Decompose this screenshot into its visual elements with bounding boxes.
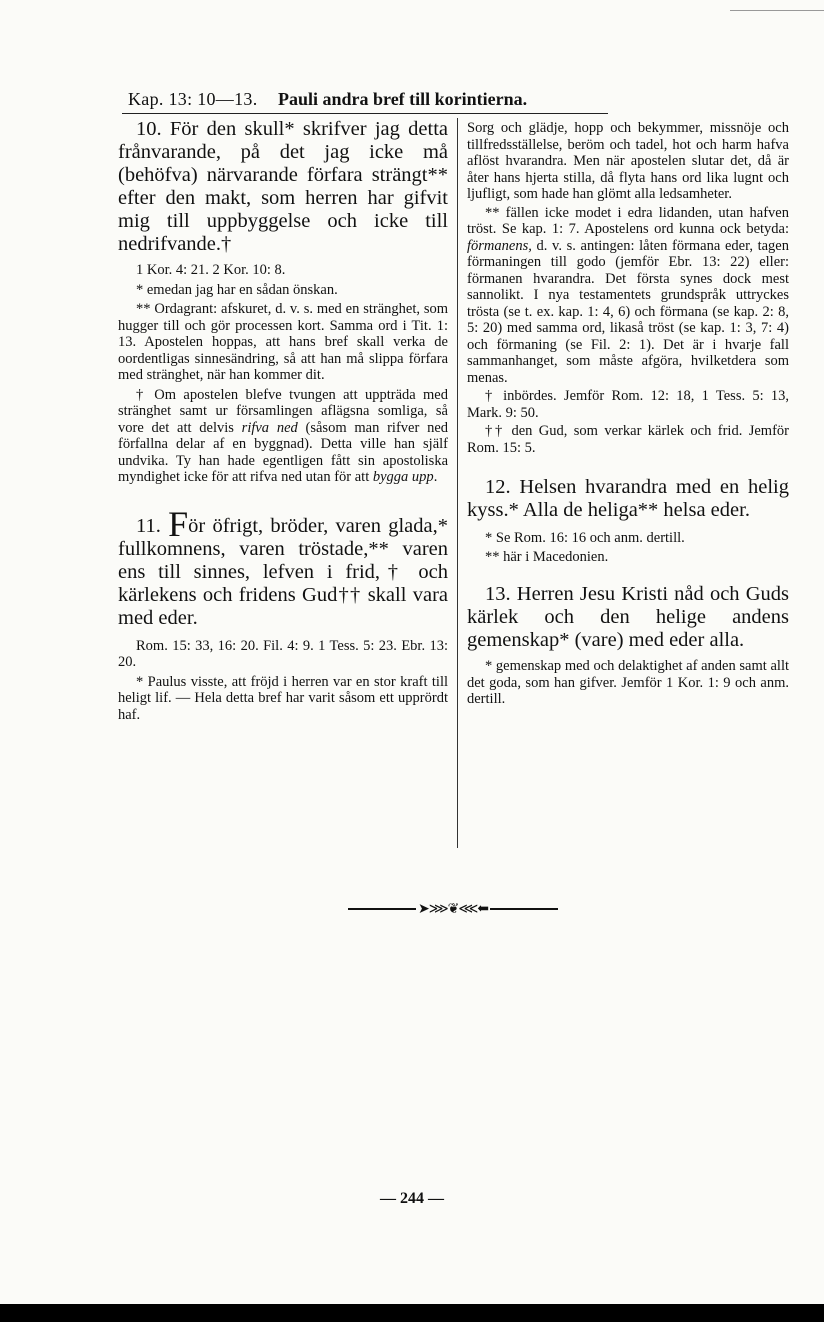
verse-10-references: 1 Kor. 4: 21. 2 Kor. 10: 8. xyxy=(136,262,286,278)
note-12-double-star: ** här i Macedonien. xyxy=(485,548,609,565)
left-column xyxy=(118,118,448,723)
book-title: Pauli andra bref till korintierna. xyxy=(278,89,528,109)
header-rule xyxy=(122,113,608,114)
verse-11: 11. För öfrigt, bröder, varen glada,* fullkomnens, varen tröstade,** varen ens till sinnes, lefven i frid,† och kärlekens och fridens Gud†† skall vara med eder. xyxy=(118,503,448,629)
note-11-star: * Paulus visste, att fröjd i herren var en stor kraft till heligt lif. — Hela detta bref har varit såsom ett upprördt haf. xyxy=(118,673,448,723)
verse-10: 10. För den skull* skrifver jag detta frånvarande, på det jag icke må (behöfva) närvarande förfara strängt** efter den makt, som herren har gifvit mig till uppbyggelse och icke till nedrifvande.† xyxy=(118,118,448,255)
right-column xyxy=(467,120,789,708)
note-11-double-dagger: †† den Gud, som verkar kärlek och frid. Jemför Rom. 15: 5. xyxy=(467,423,789,456)
note-11-dagger: † inbördes. Jemför Rom. 12: 18, 1 Tess. 5: 13, Mark. 9: 50. xyxy=(467,388,789,421)
verse-11-initial: F xyxy=(168,503,189,544)
column-divider xyxy=(457,118,458,848)
running-header xyxy=(128,88,780,110)
verse-12: 12. Helsen hvarandra med en helig kyss.* Alla de heliga** helsa eder. xyxy=(467,476,789,521)
fleuron-icon: ➤⋙❦⋘⬅ xyxy=(417,901,489,917)
note-10-dagger: † Om apostelen blefve tvungen att uppträda med stränghet samt ur församlingen aflägsna somliga, så vore det att delvis rifva ned (såsom man rifver ned förfallna delar af en byggnad). Detta ville han själf undvika. Ty han hade egentligen fått sin apostoliska myndighet icke för att rifva ned utan för att bygga upp. xyxy=(118,386,449,485)
page-number: — 244 — xyxy=(380,1190,444,1207)
italic-phrase: förmanens, xyxy=(467,237,532,254)
note-11-double-star: ** fällen icke modet i edra lidanden, utan hafven tröst. Se kap. 1: 7. Apostelens ord kunna ock betyda: förmanens, d. v. s. antingen: låten förmana eder, tagen förmaningen till godo (jemför Ebr. 13: 22) eller: förmanen hvarandra. Det första synes dock mest sannolikt. I nya testamentets grundspråk uttryckes trösta (se t. ex. kap. 1: 4, 6) och förmana (se kap. 2: 8, 5: 20) med samma ord, likaså tröst (se kap. 1: 3, 7: 4) och förmaning (se Fil. 2: 1). Det är i hvarje fall sammanhanget, som måste afgöra, hvilketdera som menas. xyxy=(467,204,789,386)
note-13-star: * gemenskap med och delaktighet af anden samt allt det goda, som han gifver. Jemför 1 Kor. 1: 9 och anm. dertill. xyxy=(467,658,789,707)
note-10-star: * emedan jag har en sådan önskan. xyxy=(136,281,338,298)
italic-phrase: rifva ned xyxy=(241,419,298,436)
italic-phrase: bygga upp xyxy=(372,469,434,485)
ornament-line-left xyxy=(348,908,416,910)
verse-13: 13. Herren Jesu Kristi nåd och Guds kärlek och den helige andens gemenskap* (vare) med eder alla. xyxy=(467,583,789,651)
page-edge-line xyxy=(730,10,824,11)
scan-bottom-band xyxy=(0,1304,824,1322)
note-11-star-continued: Sorg och glädje, hopp och bekymmer, missnöje och tillfredsställelse, beröm och tadel, hot och harm hafva aflöst hvarandra. Men när apostelen slutar det, då är åter hans hjerta stilla, då flyta hans ord lika lugnt och ljufligt, som hade han glömt alla ledsamheter. xyxy=(467,120,789,202)
verse-11-number: 11. xyxy=(136,514,161,537)
end-ornament xyxy=(348,897,558,921)
note-10-double-star: ** Ordagrant: afskuret, d. v. s. med en stränghet, som hugger till och gör processen kort. Samma ord i Tit. 1: 13. Apostelen hoppas, att hans bref skall verka de oordentligas sinnesändring, så att han må slippa förfara med stränghet, när han kommer dit. xyxy=(118,301,448,383)
note-12-star: * Se Rom. 16: 16 och anm. dertill. xyxy=(485,530,685,546)
ornament-line-right xyxy=(490,908,558,910)
chapter-reference: Kap. 13: 10—13. xyxy=(128,89,258,109)
verse-11-references: Rom. 15: 33, 16: 20. Fil. 4: 9. 1 Tess. 5: 23. Ebr. 13: 20. xyxy=(118,637,448,670)
